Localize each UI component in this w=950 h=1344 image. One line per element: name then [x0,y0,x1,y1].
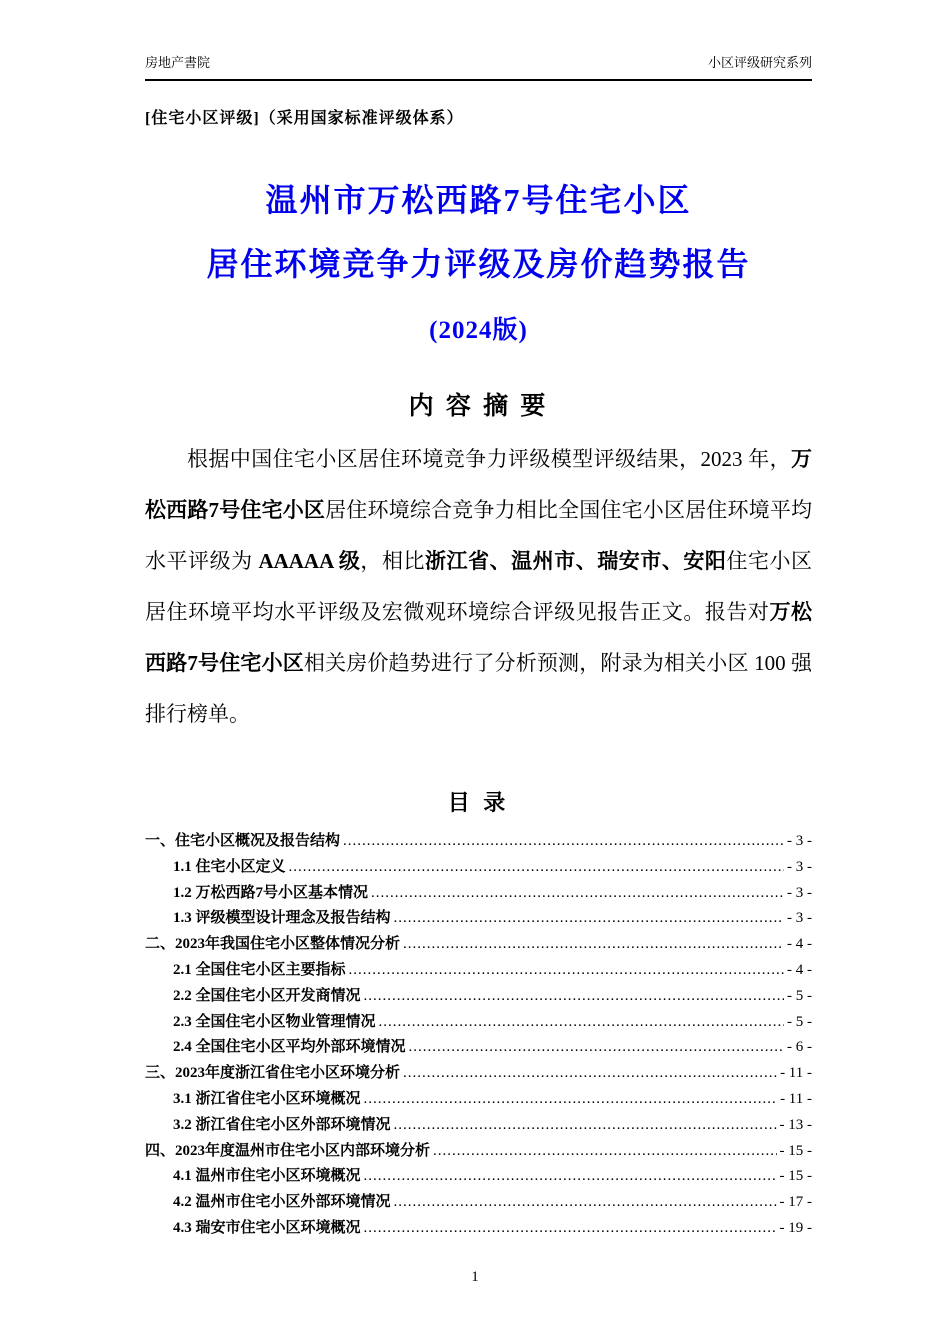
toc-item-label: 4.3 瑞安市住宅小区环境概况 [173,1219,361,1236]
page-header [145,54,812,72]
toc-dot-leader [364,1087,778,1113]
toc-item-page: - 11 - [780,1090,812,1107]
toc-dot-leader [364,1216,777,1242]
toc-item-label: 1.1 住宅小区定义 [173,858,286,875]
summary-heading: 内 容 摘 要 [408,393,549,420]
doc-type-line: [住宅小区评级]（采用国家标准评级体系） [145,110,464,127]
toc-item-label: 四、2023年度温州市住宅小区内部环境分析 [145,1142,431,1159]
toc-item [145,1061,812,1087]
summary-text-segment: 浙江省、温州市、瑞安市、安阳 [425,549,727,573]
toc-item-page: - 4 - [787,936,812,953]
toc-item-page: - 11 - [780,1065,812,1082]
toc-item [145,881,812,907]
summary-text-segment: 居住环境综合竞争力相比全国住宅小区居住环境平均水平评级为 [145,498,813,573]
toc-item-label: 3.2 浙江省住宅小区外部环境情况 [173,1116,391,1133]
toc-heading: 目 录 [447,790,510,815]
toc-item [145,984,812,1010]
header-left-text: 房地产書院 [145,55,211,70]
toc-item-label: 2.4 全国住宅小区平均外部环境情况 [173,1039,406,1056]
summary-text-segment: 住宅小区居住环境平均水平评级及宏微观环境综合评级见报告正文。报告对 [145,549,813,624]
toc-item [145,906,812,932]
toc-item [145,1087,812,1113]
toc-item-page: - 3 - [787,833,812,849]
toc-item-page: - 6 - [787,1039,812,1056]
toc-item-label: 4.2 温州市住宅小区外部环境情况 [173,1194,391,1211]
report-title-line1: 温州市万松西路7号住宅小区 [265,182,692,218]
header-right-text: 小区评级研究系列 [707,55,812,70]
toc-item-label: 1.2 万松西路7号小区基本情况 [173,884,369,901]
toc-dot-leader [409,1035,784,1061]
summary-text-segment: 相关房价趋势进行了分析预测，附录为相关小区 100 强排行榜单。 [145,651,813,726]
toc-list [145,829,812,1242]
toc-item-page: - 17 - [779,1194,812,1211]
toc-item [145,1035,812,1061]
toc-item-label: 1.3 评级模型设计理念及报告结构 [173,910,391,927]
toc-dot-leader [394,906,784,932]
report-title-line2: 居住环境竞争力评级及房价趋势报告 [206,246,751,282]
toc-item-label: 2.1 全国住宅小区主要指标 [173,961,346,978]
toc-item [145,958,812,984]
toc-dot-leader [364,984,784,1010]
toc-item [145,829,812,855]
toc-item-page: - 5 - [787,987,812,1004]
toc-item-page: - 15 - [779,1142,812,1159]
toc-item [145,1113,812,1139]
summary-paragraph [145,434,812,740]
toc-dot-leader [403,932,784,958]
toc-item-page: - 3 - [787,884,812,901]
toc-dot-leader [394,1190,777,1216]
report-edition: (2024版) [429,317,528,344]
summary-text-segment: ，相比 [360,549,426,573]
toc-dot-leader [371,881,784,907]
toc-item [145,1190,812,1216]
toc-dot-leader [349,958,784,984]
toc-item-label: 2.2 全国住宅小区开发商情况 [173,987,361,1004]
toc-item [145,1139,812,1165]
toc-item-label: 2.3 全国住宅小区物业管理情况 [173,1013,376,1030]
summary-text-segment: 万松西路7号住宅小区 [145,447,812,522]
page-number: 1 [471,1269,479,1285]
toc-dot-leader [343,829,784,855]
summary-text-segment: 根据中国住宅小区居住环境竞争力评级模型评级结果，2023 年， [187,447,791,471]
toc-item-label: 3.1 浙江省住宅小区环境概况 [173,1090,361,1107]
toc-item [145,1010,812,1036]
toc-item-page: - 15 - [779,1168,812,1185]
toc-item-label: 一、住宅小区概况及报告结构 [145,833,341,849]
summary-text-segment: 万松西路7号住宅小区 [145,600,813,675]
toc-item-page: - 19 - [779,1219,812,1236]
toc-item-label: 三、2023年度浙江省住宅小区环境分析 [145,1065,401,1082]
toc-item-page: - 5 - [787,1013,812,1030]
toc-item-page: - 4 - [787,961,812,978]
toc-item [145,932,812,958]
toc-dot-leader [433,1139,776,1165]
header-divider [145,79,812,81]
toc-dot-leader [289,855,784,881]
toc-item-page: - 13 - [779,1116,812,1133]
summary-text-segment: AAAAA 级 [258,549,361,573]
toc-item-label: 4.1 温州市住宅小区环境概况 [173,1168,361,1185]
toc-item-page: - 3 - [787,910,812,927]
toc-dot-leader [364,1164,777,1190]
toc-item-page: - 3 - [787,858,812,875]
toc-item [145,855,812,881]
toc-item [145,1216,812,1242]
toc-item-label: 二、2023年我国住宅小区整体情况分析 [145,936,401,953]
toc-dot-leader [403,1061,777,1087]
title-block [145,180,812,346]
toc-item [145,1164,812,1190]
toc-dot-leader [379,1010,784,1036]
toc-dot-leader [394,1113,777,1139]
